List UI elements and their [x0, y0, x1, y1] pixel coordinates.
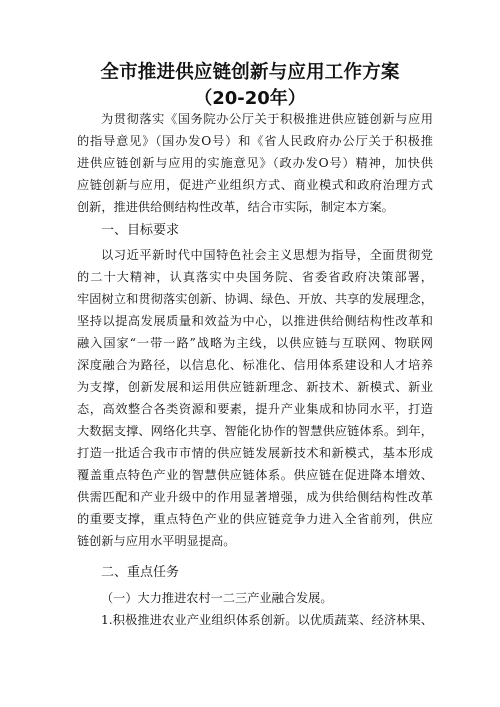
body-line: 为支撑，创新发展和运用供应链新理念、新技术、新模式、新业	[77, 380, 433, 394]
document-subtitle: （20-20年）	[194, 88, 306, 109]
intro-line: 进供应链创新与应用的实施意见》（政办发O号）精神，加快供	[77, 156, 433, 170]
body-line: 坚持以提高发展质量和效益为中心，以推进供给侧结构性改革和	[77, 314, 433, 328]
body-line: 打造一批适合我市市情的供应链发展新技术和新模式，基本形成	[77, 446, 433, 460]
section-heading-tasks: 二、重点任务	[101, 565, 180, 580]
body-line: 融入国家“一带一路”战略为主线，以供应链与互联网、物联网	[77, 336, 433, 350]
intro-line: 为贯彻落实《国务院办公厅关于积极推进供应链创新与应用	[101, 112, 433, 126]
body-line: 链创新与应用水平明显提高。	[77, 534, 236, 548]
body-line: 深度融合为路径，以信息化、标准化、信用体系建设和人才培养	[77, 358, 433, 372]
body-line: 覆盖重点特色产业的智慧供应链体系。供应链在促进降本增效、	[77, 468, 433, 482]
body-line: 大数据支撑、网络化共享、智能化协作的智慧供应链体系。到年，	[77, 424, 433, 438]
intro-line: 的指导意见》（国办发O号）和《省人民政府办公厅关于积极推	[77, 134, 433, 148]
body-line: 供需匹配和产业升级中的作用显著增强，成为供给侧结构性改革	[77, 490, 433, 504]
section-heading-goals: 一、目标要求	[101, 223, 180, 238]
item-line: 1.积极推进农业产业组织体系创新。以优质蔬菜、经济林果、	[101, 613, 433, 627]
body-line: 的二十大精神，认真落实中央国务院、省委省政府决策部署，	[77, 270, 433, 284]
intro-line: 创新，推进供给侧结构性改革，结合市实际，制定本方案。	[77, 200, 394, 214]
intro-line: 应链创新与应用，促进产业组织方式、商业模式和政府治理方式	[77, 178, 433, 192]
body-line: 的重要支撑，重点特色产业的供应链竞争力进入全省前列，供应	[77, 512, 433, 526]
subsection-heading: （一）大力推进农村一二三产业融合发展。	[101, 591, 333, 605]
body-line: 态，高效整合各类资源和要素，提升产业集成和协同水平，打造	[77, 402, 433, 416]
body-line: 以习近平新时代中国特色社会主义思想为指导，全面贯彻党	[101, 248, 433, 262]
document-title: 全市推进供应链创新与应用工作方案	[100, 62, 400, 83]
body-line: 牢固树立和贯彻落实创新、协调、绿色、开放、共享的发展理念，	[77, 292, 433, 306]
